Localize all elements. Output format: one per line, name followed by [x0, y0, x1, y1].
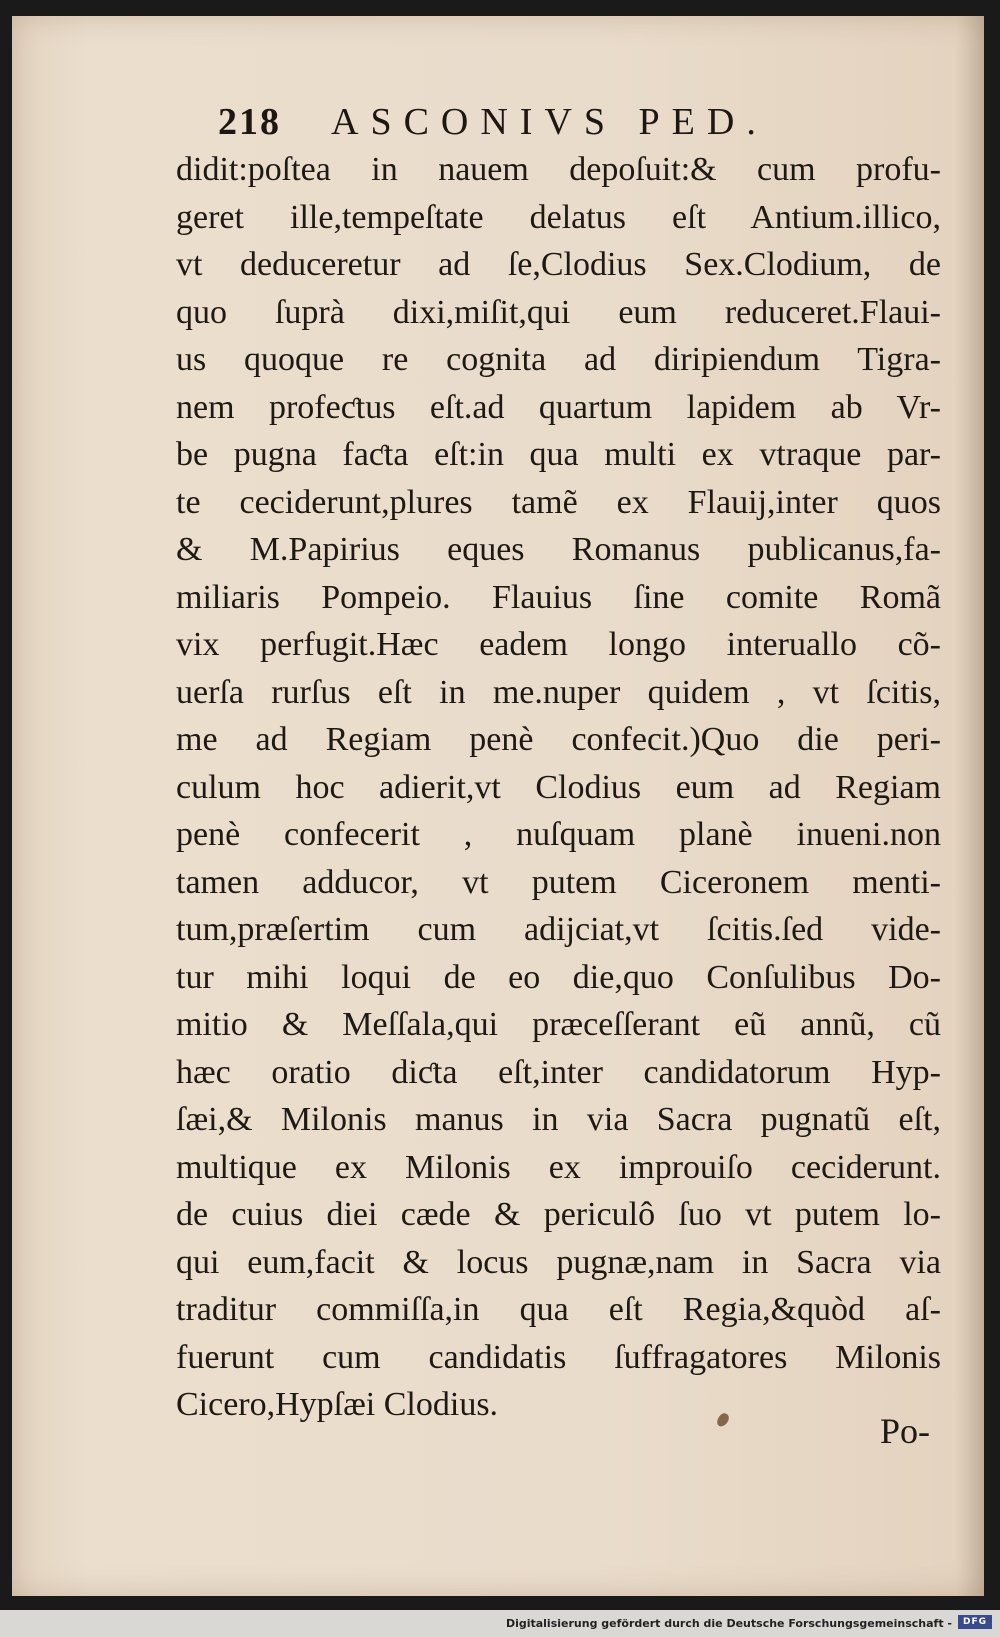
page-edge-shadow [956, 16, 984, 1596]
text-line: tur mihi loqui de eo die,quo Conſulibus Do- [176, 958, 941, 996]
text-line: vix perfugit.Hæc eadem longo interuallo cõ- [176, 626, 941, 663]
body-text [176, 146, 941, 1429]
text-line: be pugna faƈta eſt:in qua multi ex vtraque par- [176, 436, 941, 473]
text-line: quo ſuprà dixi,miſit,qui eum reduceret.Flaui- [176, 293, 941, 331]
text-line: vt deduceretur ad ſe,Clodius Sex.Clodium, de [176, 246, 941, 283]
text-line: ſæi,& Milonis manus in via Sacra pugnatũ eſt, [176, 1101, 941, 1138]
text-line: miliaris Pompeio. Flauius ſine comite Romã [176, 578, 941, 616]
text-line: us quoque re cognita ad diripiendum Tigra- [176, 341, 941, 378]
running-title: ASCONIVS PED. [331, 101, 768, 143]
text-line: Cicero,Hypſæi Clodius. [176, 1386, 499, 1423]
text-line: tamen adducor, vt putem Ciceronem menti- [176, 863, 941, 901]
text-line: me ad Regiam penè confecit.)Quo die peri- [176, 721, 941, 758]
text-line: te ceciderunt,plures tamẽ ex Flauij,inter quos [176, 483, 941, 521]
text-line: culum hoc adierit,vt Clodius eum ad Regiam [176, 768, 941, 806]
page-number: 218 [218, 101, 281, 143]
dfg-logo-icon: DFG [958, 1615, 992, 1629]
text-line: geret ille,tempeſtate delatus eſt Antium.illico, [176, 198, 941, 236]
text-line: traditur commiſſa,in qua eſt Regia,&quòd aſ- [176, 1291, 941, 1328]
text-line: multique ex Milonis ex improuiſo ceciderunt. [176, 1148, 941, 1186]
text-line: qui eum,facit & locus pugnæ,nam in Sacra via [176, 1243, 941, 1281]
digitization-credit: Digitalisierung gefördert durch die Deutsche Forschungsgemeinschaft - [505, 1617, 952, 1630]
running-head [218, 100, 818, 150]
text-line: hæc oratio diƈta eſt,inter candidatorum Hyp- [176, 1053, 941, 1091]
text-line: mitio & Meſſala,qui præceſſerant eũ annũ, cũ [176, 1006, 941, 1043]
text-line: & M.Papirius eques Romanus publicanus,fa- [176, 531, 941, 568]
text-line: didit:poſtea in nauem depoſuit:& cum profu- [176, 151, 941, 188]
text-line: nem profeƈtus eſt.ad quartum lapidem ab Vr- [176, 388, 941, 426]
text-line: penè confecerit , nuſquam planè inueni.non [176, 816, 941, 853]
catchword: Po- [880, 1411, 931, 1451]
text-line: de cuius diei cæde & periculô ſuo vt putem lo- [176, 1196, 941, 1233]
text-line: fuerunt cum candidatis ſuffragatores Milonis [176, 1338, 941, 1376]
text-line: uerſa rurſus eſt in me.nuper quidem , vt ſcitis, [176, 673, 941, 711]
text-line: tum,præſertim cum adijciat,vt ſcitis.ſed vide- [176, 911, 941, 948]
